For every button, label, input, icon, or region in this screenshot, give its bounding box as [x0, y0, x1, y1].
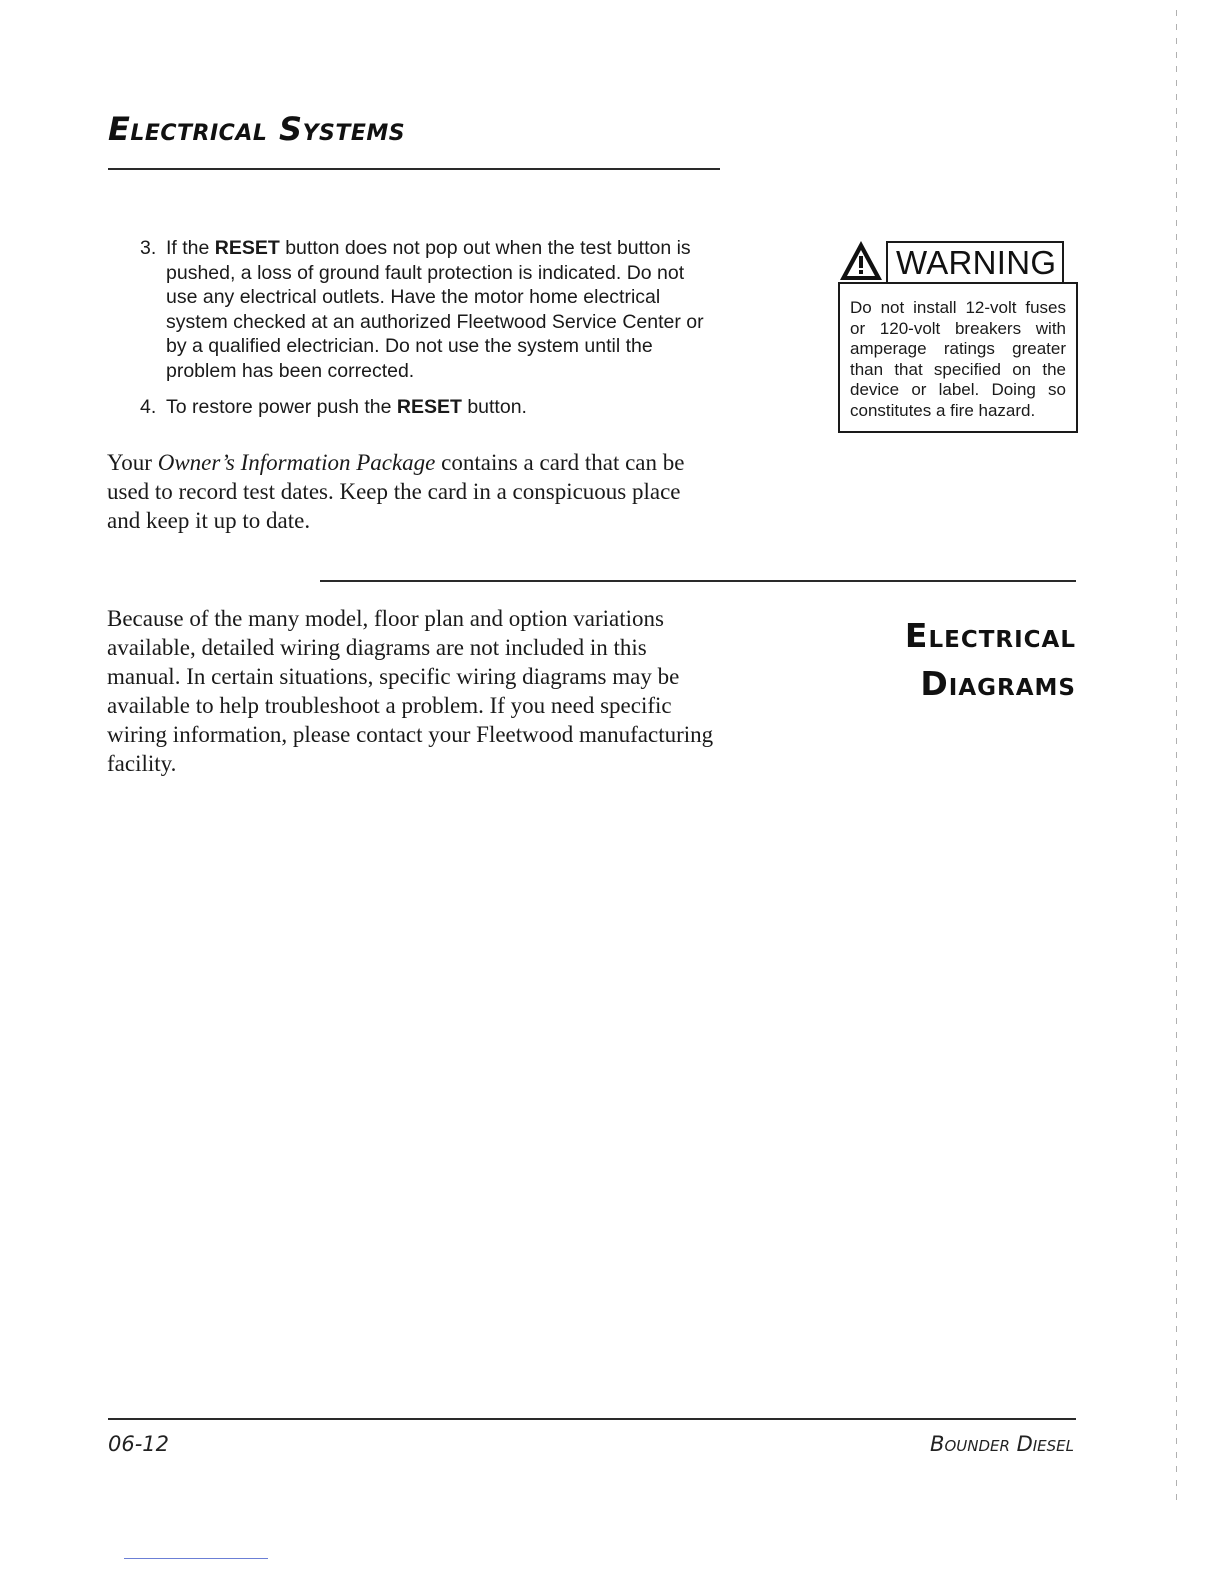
step-number: 3.	[140, 237, 157, 259]
manual-name: Bounder Diesel	[930, 1432, 1074, 1456]
warning-header	[838, 240, 1078, 282]
list-item	[140, 236, 720, 383]
steps-list	[140, 236, 720, 432]
step-text	[166, 395, 720, 420]
warning-box	[838, 240, 1078, 433]
scan-edge-line	[1176, 10, 1177, 1500]
warning-label: WARNING	[886, 241, 1064, 282]
paragraph-text: Your	[107, 450, 158, 475]
page-number: 06-12	[108, 1432, 170, 1456]
package-title: Owner’s Information Package	[157, 450, 436, 475]
section-heading-line: Electrical	[904, 616, 1076, 655]
reset-keyword: RESET	[396, 396, 462, 418]
section-heading-line: Diagrams	[920, 664, 1076, 703]
step-number: 4.	[140, 396, 157, 418]
step-text-part: button does not pop out when the test button is pushed, a loss of ground fault protection is indicated. Do not use any electrical outlets. Have the motor home electrical system checked at an authorized Fleetwood Service Center or by a qualified electrician. Do not use the system until the problem has been corrected.	[166, 237, 704, 382]
section-heading	[905, 612, 1076, 708]
step-text-part: If the	[166, 237, 215, 259]
header-rule	[108, 168, 720, 170]
step-text-part: To restore power push the	[166, 396, 397, 418]
paragraph-text: contains a card that can be used to record test dates. Keep the card in a conspicuous place and keep it up to date.	[107, 450, 685, 533]
section-rule	[320, 580, 1076, 582]
footer-rule	[108, 1418, 1076, 1420]
reset-keyword: RESET	[214, 237, 280, 259]
step-text-part: button.	[461, 396, 527, 418]
info-package-paragraph	[107, 448, 719, 535]
wiring-diagrams-paragraph: Because of the many model, floor plan and option variations available, detailed wiring diagrams are not included in this manual. In certain situations, specific wiring diagrams may be available to help troubleshoot a problem. If you need specific wiring information, please contact your Fleetwood manufacturing facility.	[107, 606, 714, 776]
warning-triangle-icon	[838, 238, 884, 282]
step-text	[166, 236, 720, 383]
scan-blue-line	[124, 1558, 268, 1559]
page-header-title: Electrical Systems	[108, 110, 406, 148]
list-item	[140, 395, 720, 420]
warning-text: Do not install 12-volt fuses or 120-volt breakers with amperage ratings greater than that specified on the device or label. Doing so constitutes a fire hazard.	[838, 282, 1078, 433]
